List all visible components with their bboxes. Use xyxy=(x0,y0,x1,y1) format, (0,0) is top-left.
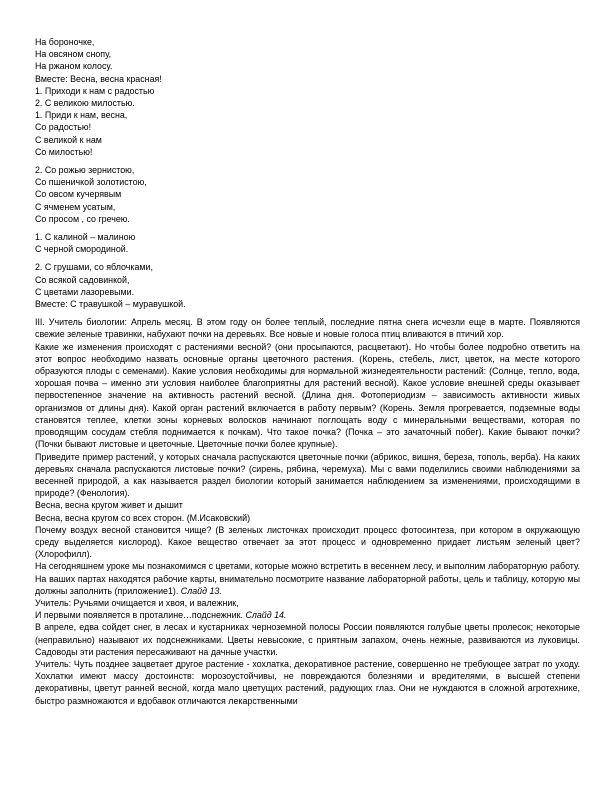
slide-reference: Слайд 14. xyxy=(245,610,287,621)
verse-line: Со овсом кучерявым xyxy=(35,189,122,200)
paragraph: Какие же изменения происходят с растениями весной? (они просыпаются, расцветают). Но чтобы более подробно ответить на этот вопрос необходимо назвать основные органы цветочного растения. (Корень, стебель, лист, цветок, на месте которого образуются плоды с семенами). Какие условия необходимы для нормальной жизнедеятельности растений: (Солнце, тепло, вода, хорошая почва – именно эти условия наиболее благоприятны для растений весной). Какое условие внешней среды оказывает первостепенное значение на активность растений весной. (Длина дня. Фотопериодизм – зависимость активности живых организмов от длины дня). Какой орган растений включается в работу первым? (Корень. Земля прогревается, подземные воды становятся теплее, клетки зоны корневых волосков начинают поглощать воду с минеральными веществами, которая по проводящим сосудам стебля поднимается к почкам). Что такое почка? (Почка – это зачаточный побег). Какие бывают почки? (Почки бывают листовые и цветочные. Цветочные почки более крупные). xyxy=(35,341,580,450)
lesson-text xyxy=(35,316,580,707)
verse-block-3 xyxy=(35,231,580,255)
verse-line: На бороночке, xyxy=(35,37,95,47)
verse-line: Со радостью! xyxy=(35,122,92,133)
verse-line: На овсяном снопу, xyxy=(35,49,112,60)
verse-line: 2. С великою милостью. xyxy=(35,98,135,109)
paragraph: Почему воздух весной становится чище? (В зеленых листочках происходит процесс фотосинтеза, при котором в окружающую среду выделяется кислород). Какое вещество отвечает за этот процесс и одновременно придает листьям зеленый цвет? (Хлорофилл). xyxy=(35,524,580,560)
paragraph: Учитель: Чуть позднее зацветает другое растение - хохлатка, декоративное растение, совершенно не требующее затрат по уходу. Хохлатки имеют массу достоинств: морозоустойчивы, не повреждаются болезнями и вредителями, в высшей степени декоративны, цветут ранней весной, когда мало цветущих растений, радующих глаз. Они не нуждаются в сложной агротехнике, быстро размножаются и вдобавок отличаются лекарственными xyxy=(35,658,580,706)
verse-block-1 xyxy=(35,36,580,158)
verse-line: С великой к нам xyxy=(35,134,102,145)
verse-line: Вместе: С травушкой – муравушкой. xyxy=(35,299,186,310)
poem-line xyxy=(35,609,580,621)
verse-line: Со просом , со гречею. xyxy=(35,213,130,224)
paragraph: Приведите пример растений, у которых сначала распускаются цветочные почки (абрикос, вишня, береза, тополь, верба). На каких деревьях сначала распускаются листовые почки? (сирень, рябина, черемуха). Мы с вами поделились своими наблюдениями за весенней природой, а как называется раздел биологии который занимается наблюдением за изменениями, происходящими в природе? (Фенология). xyxy=(35,451,580,499)
verse-line: С ячменем усатым, xyxy=(35,201,116,212)
poem-line: Учитель: Ручьями очищается и хвоя, и валежник, xyxy=(35,597,239,608)
verse-line: 1. С калиной – малиною xyxy=(35,232,136,243)
paragraph: III. Учитель биологии: Апрель месяц. В этом году он более теплый, последние пятна снега исчезли еще в марте. Появляются свежие зеленые травинки, набухают почки на деревьях. Все новые и новые голоса птиц вливаются в птичий хор. xyxy=(35,317,580,340)
verse-block-2 xyxy=(35,164,580,225)
poem-line: Весна, весна кругом живет и дышит xyxy=(35,500,183,511)
paragraph xyxy=(35,560,580,597)
verse-line: Со милостью! xyxy=(35,146,93,157)
verse-line: 2. Со рожью зернистою, xyxy=(35,165,135,176)
paragraph: В апреле, едва сойдет снег, в лесах и кустарниках черноземной полосы России появляются голубые цветы пролесок; некоторые (неправильно) называют их подснежниками. Цветы невысокие, с приятным запахом, очень нежные, развиваются из луковицы. Садоводы эти растения пересаживают на дачные участки. xyxy=(35,622,580,657)
verse-line: С цветами лазоревыми. xyxy=(35,286,135,297)
paragraph-text: На сегодняшнем уроке мы познакомимся с цветами, которые можно встретить в весеннем лесу, и выполним лабораторную работу. На ваших партах находятся рабочие карты, внимательно посмотрите название лабораторной работы, цель и таблицу, которую мы должны заполнить (приложение1). xyxy=(35,561,580,596)
slide-reference: Слайд 13. xyxy=(180,585,222,596)
verse-line: 1. Приходи к нам с радостью xyxy=(35,85,155,96)
verse-line: Со пшеничкой золотистою, xyxy=(35,177,147,188)
poem-line: Весна, весна кругом со всех сторон. (М.Исаковский) xyxy=(35,512,251,523)
verse-line: Со всякой садовинкой, xyxy=(35,274,130,285)
verse-line: Вместе: Весна, весна красная! xyxy=(35,73,162,84)
document-body xyxy=(35,36,580,707)
poem-line-text: И первыми появляется в проталине…подснежник. xyxy=(35,610,243,621)
verse-line: С черной смородиной. xyxy=(35,244,129,255)
verse-line: На ржаном колосу. xyxy=(35,61,113,72)
verse-line: 2. С грушами, со яблочками, xyxy=(35,262,153,273)
verse-block-4 xyxy=(35,261,580,310)
verse-line: 1. Приди к нам, весна, xyxy=(35,110,128,121)
